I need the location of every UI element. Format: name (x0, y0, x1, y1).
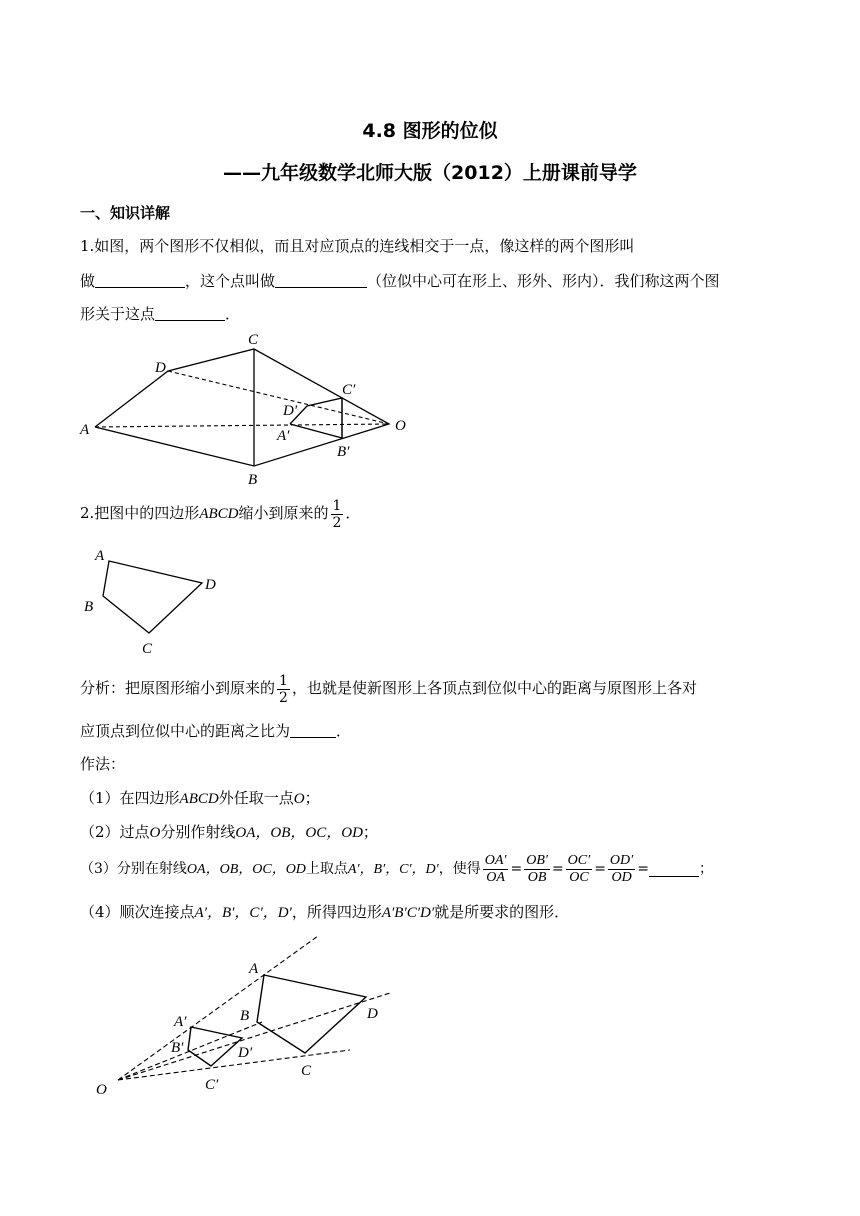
fraction-one-half-analysis: $\frac{1}{2}$ (279, 672, 288, 706)
section-heading: 一、知识详解 (80, 204, 171, 222)
fig3-label-d: D (367, 1006, 378, 1022)
ratio-od: $\frac{OD'}{OD}$ (609, 852, 634, 885)
q1-line3: 形关于这点 ． (80, 305, 241, 323)
fig3-label-c: C (301, 1063, 312, 1079)
fraction-one-half: $\frac{1}{2}$ (332, 497, 342, 531)
q1-line1: 1.如图，两个图形不仅相似，而且对应顶点的连线相交于一点，像这样的两个图形叫 (80, 237, 635, 255)
fig1-label-d1: D′ (283, 403, 298, 419)
fig1-label-b1: B′ (337, 444, 350, 460)
step-4: （4）顺次连接点A′，B′，C′，D′，所得四边形A′B′C′D′就是所要求的图形． (80, 903, 570, 921)
ratio-oa: $\frac{OA'}{OA}$ (484, 852, 507, 885)
analysis-line2: 应顶点到位似中心的距离之比为 ． (80, 722, 352, 740)
step-3: （3）分别在射线OA，OB，OC，OD上取点A′，B′，C′，D′，使得 $\frac{OA'}{OA}$ = $\frac{OB'}{OB}$ = $\frac{OC'}{OC}$ = $\frac{OD'}{OD}$ = ； (80, 852, 713, 885)
fig3-quad-abcd (257, 975, 366, 1053)
step-1: （1）在四边形ABCD外任取一点O； (80, 789, 320, 807)
fig3-label-a1: A′ (174, 1014, 187, 1030)
fig3-label-o: O (96, 1082, 107, 1098)
fig1-label-c: C (248, 332, 259, 348)
fig2-label-b: B (84, 599, 94, 615)
fig1-label-o: O (395, 418, 406, 434)
fig3-label-b: B (240, 1008, 250, 1024)
step-2: （2）过点O分别作射线OA，OB，OC，OD； (80, 823, 378, 841)
ratio-oc: $\frac{OC'}{OC}$ (567, 852, 591, 885)
fig3-quad-small (188, 1027, 242, 1066)
page-subtitle: ——九年级数学北师大版（2012）上册课前导学 (223, 162, 637, 184)
fig3-label-d1: D′ (238, 1045, 253, 1061)
fig1-label-b: B (248, 472, 258, 488)
page-title: 4.8 图形的位似 (362, 120, 498, 142)
ratio-ob: $\frac{OB'}{OB}$ (526, 852, 548, 885)
q1-line2: 做 ，这个点叫做 （位似中心可在形上、形外、形内）．我们称这两个图 (80, 272, 720, 290)
fig1-label-d: D (155, 360, 166, 376)
fig1-label-c1: C′ (342, 382, 356, 398)
method-label: 作法： (80, 755, 126, 773)
analysis-line1: 分析：把原图形缩小到原来的 $\frac{1}{2}$ ，也就是使新图形上各顶点到位似中心的距离与原图形上各对 (80, 672, 697, 706)
fig2-label-a: A (95, 548, 105, 564)
fig3-label-a: A (249, 961, 259, 977)
fig1-label-a: A (80, 422, 90, 438)
fig3-label-c1: C′ (205, 1077, 219, 1093)
fig2-label-d: D (205, 577, 216, 593)
fig2-label-c: C (142, 641, 153, 657)
q2-line: 2.把图中的四边形ABCD缩小到原来的 $\frac{1}{2}$ ． (80, 497, 361, 531)
fig3-label-b1: B′ (171, 1040, 184, 1056)
fig1-label-a1: A′ (277, 428, 290, 444)
fig3-ray-od (118, 993, 390, 1080)
